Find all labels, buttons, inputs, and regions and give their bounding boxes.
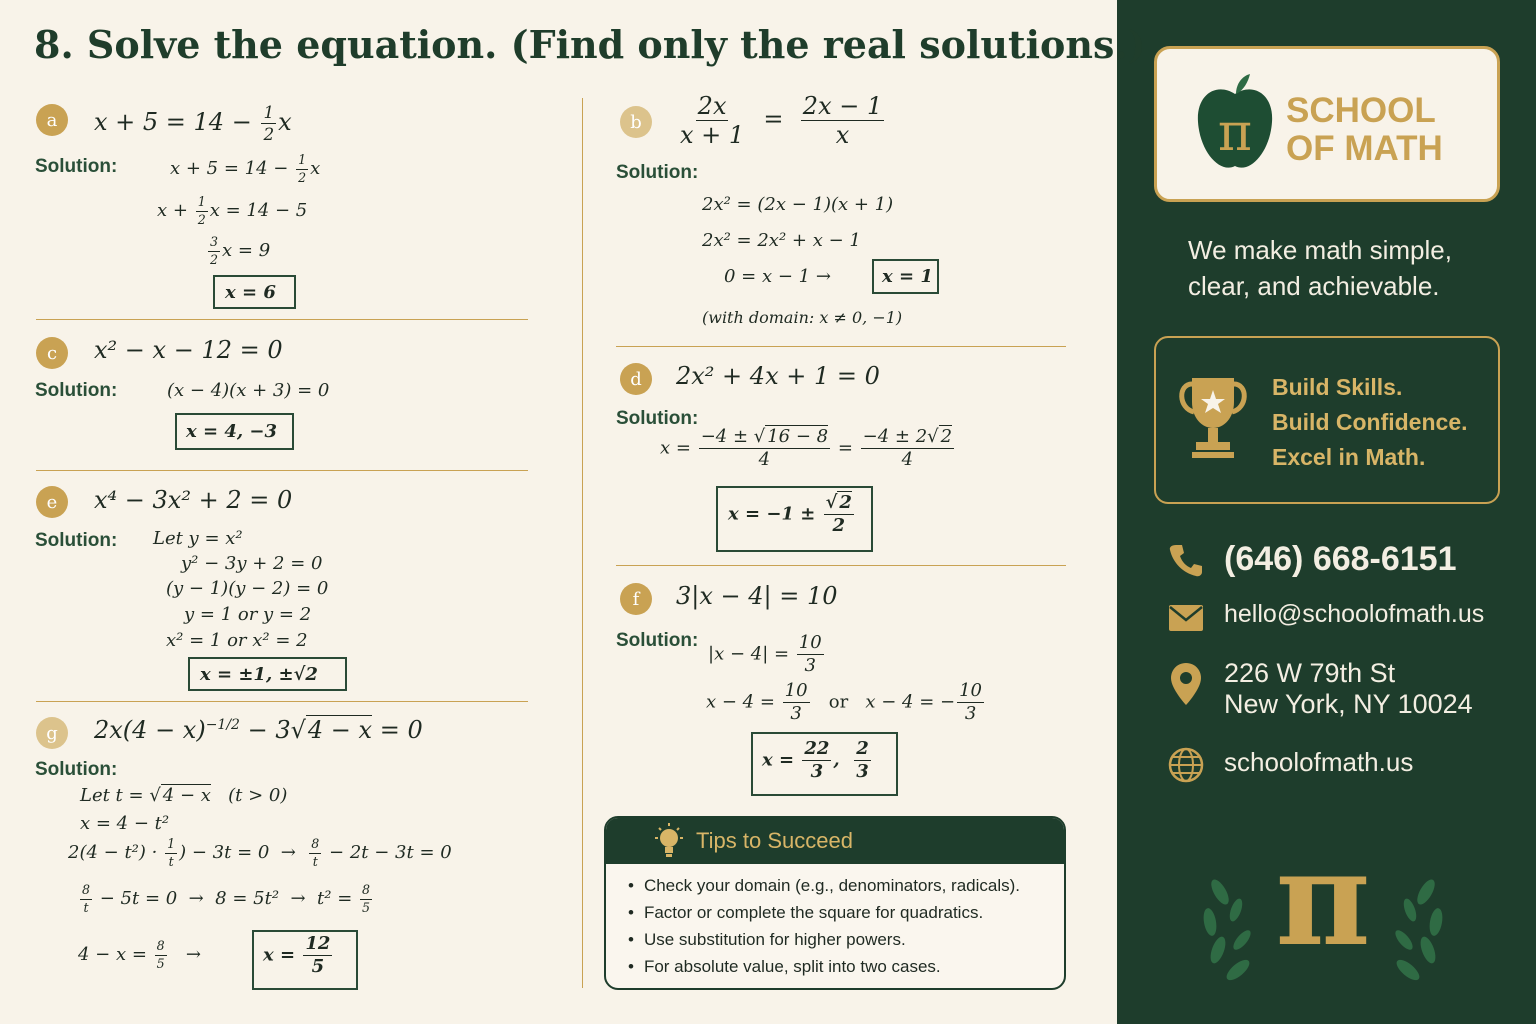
answer-a: x = 6 bbox=[225, 282, 276, 303]
address-line: 226 W 79th St bbox=[1224, 658, 1396, 688]
solution-d-line: x = $\frac{-4 \pm √ 16 - 8}{4}$ = $\frac{-4 \pm 2√ 2}{4}$ bbox=[660, 426, 953, 470]
answer-b: x = 1 bbox=[882, 266, 933, 287]
solution-f-line: x − 4 = $\frac{10}{3}$ or x − 4 = − $\frac{10}{3}$ bbox=[706, 680, 982, 724]
address bbox=[1224, 658, 1473, 720]
solution-b-line: 2x² = (2x − 1)(x + 1) bbox=[702, 194, 894, 215]
problem-badge-b: b bbox=[620, 106, 652, 138]
solution-b-line: 0 = x − 1 → bbox=[724, 266, 831, 287]
tagline-line: clear, and achievable. bbox=[1188, 271, 1440, 301]
solution-b-line: 2x² = 2x² + x − 1 bbox=[702, 230, 861, 251]
solution-label: Solution: bbox=[616, 630, 699, 651]
problem-badge-g: g bbox=[36, 717, 68, 749]
solution-e-line: y² − 3y + 2 = 0 bbox=[181, 553, 323, 574]
answer-d: x = −1 ± $\frac{√ 2}{2}$ bbox=[728, 492, 852, 536]
solution-f-line: |x − 4| = $\frac{10}{3}$ bbox=[708, 632, 822, 676]
problem-d: 2x² + 4x + 1 = 0 bbox=[676, 362, 880, 390]
divider bbox=[36, 319, 528, 320]
solution-e-line: Let y = x² bbox=[153, 528, 243, 549]
skills-line: Build Confidence. bbox=[1272, 409, 1468, 435]
phone-number[interactable]: (646) 668-6151 bbox=[1224, 540, 1457, 578]
location-pin-icon bbox=[1170, 662, 1202, 706]
tagline bbox=[1188, 232, 1452, 304]
answer-f: x = $\frac{22}{3}$ , $\frac{2}{3}$ bbox=[762, 738, 869, 782]
solution-g-line: Let t = √ 4 − x (t > 0) bbox=[80, 785, 288, 806]
problem-f: 3|x − 4| = 10 bbox=[676, 582, 838, 610]
solution-label: Solution: bbox=[35, 759, 118, 780]
solution-label: Solution: bbox=[35, 156, 118, 177]
apple-pi-logo-icon bbox=[1192, 72, 1278, 176]
brand-name bbox=[1286, 92, 1443, 168]
solution-e-line: y = 1 or y = 2 bbox=[184, 604, 312, 625]
problem-a: x + 5 = 14 − $\frac{1}{2}$ x bbox=[94, 102, 292, 144]
tip-item: • Use substitution for higher powers. bbox=[628, 930, 1020, 957]
problem-badge-d: d bbox=[620, 363, 652, 395]
pi-laurel-emblem-icon bbox=[1190, 832, 1456, 992]
problem-c: x² − x − 12 = 0 bbox=[94, 336, 283, 364]
problem-b: $\frac{2x}{x + 1}$ = $\frac{2x - 1}{x}$ bbox=[680, 92, 883, 149]
globe-icon bbox=[1168, 747, 1204, 783]
brand-line: OF MATH bbox=[1286, 129, 1443, 168]
svg-text:π: π bbox=[1275, 832, 1371, 975]
skills-line: Build Skills. bbox=[1272, 374, 1403, 400]
skills-line: Excel in Math. bbox=[1272, 444, 1426, 470]
brand-line: SCHOOL bbox=[1286, 91, 1436, 130]
problem-badge-c: c bbox=[36, 337, 68, 369]
tips-title: Tips to Succeed bbox=[696, 828, 853, 853]
problem-badge-a: a bbox=[36, 104, 68, 136]
column-divider bbox=[582, 98, 583, 988]
divider bbox=[36, 701, 528, 702]
tip-item: • Factor or complete the square for quadratics. bbox=[628, 903, 1020, 930]
tagline-line: We make math simple, bbox=[1188, 235, 1452, 265]
phone-icon bbox=[1168, 542, 1204, 578]
answer-c: x = 4, −3 bbox=[186, 421, 278, 442]
solution-g-line: $\frac{8}{t}$ − 5t = 0 → 8 = 5t² → t² = $\frac{8}{5}$ bbox=[82, 882, 371, 915]
solution-g-line: 2(4 − t²) · $\frac{1}{t}$ ) − 3t = 0 → $\frac{8}{t}$ − 2t − 3t = 0 bbox=[68, 836, 452, 869]
trophy-icon bbox=[1172, 372, 1254, 462]
problem-badge-f: f bbox=[620, 583, 652, 615]
solution-a-line: x + $\frac{1}{2}$ x = 14 − 5 bbox=[157, 194, 308, 227]
solution-a-line: $\frac{3}{2}$ x = 9 bbox=[210, 234, 271, 267]
page-title: 8. Solve the equation. (Find only the real solutions.) bbox=[34, 22, 1146, 67]
website-link[interactable]: schoolofmath.us bbox=[1224, 747, 1414, 777]
tips-list bbox=[628, 876, 1020, 984]
tip-item: • For absolute value, split into two cases. bbox=[628, 957, 1020, 984]
problem-badge-e: e bbox=[36, 486, 68, 518]
solution-label: Solution: bbox=[616, 162, 699, 183]
solution-g-line: 4 − x = $\frac{8}{5}$ → bbox=[78, 938, 201, 971]
divider bbox=[616, 346, 1066, 347]
solution-e-line: x² = 1 or x² = 2 bbox=[166, 630, 308, 651]
address-line: New York, NY 10024 bbox=[1224, 689, 1473, 719]
divider bbox=[36, 470, 528, 471]
divider bbox=[616, 565, 1066, 566]
solution-g-line: x = 4 − t² bbox=[80, 813, 170, 834]
solution-label: Solution: bbox=[35, 530, 118, 551]
tip-item: • Check your domain (e.g., denominators, radicals). bbox=[628, 876, 1020, 903]
svg-text:π: π bbox=[1217, 103, 1253, 163]
lightbulb-icon bbox=[650, 822, 688, 862]
solution-label: Solution: bbox=[35, 380, 118, 401]
mail-icon bbox=[1168, 604, 1204, 632]
skills-text bbox=[1272, 370, 1468, 475]
problem-e: x⁴ − 3x² + 2 = 0 bbox=[94, 486, 293, 514]
answer-e: x = ±1, ±√2 bbox=[200, 664, 318, 685]
problem-g: $2x(4 - x)^{-1/2} - 3√4 - x = 0$ bbox=[94, 716, 423, 744]
tips-card bbox=[604, 816, 1066, 990]
email-link[interactable]: hello@schoolofmath.us bbox=[1224, 600, 1485, 628]
answer-g: x = $\frac{12}{5}$ bbox=[263, 933, 331, 977]
domain-note-b: (with domain: x ≠ 0, −1) bbox=[702, 308, 903, 327]
solution-c-line: (x − 4)(x + 3) = 0 bbox=[167, 380, 330, 401]
solution-e-line: (y − 1)(y − 2) = 0 bbox=[166, 578, 329, 599]
solution-a-line: x + 5 = 14 − $\frac{1}{2}$ x bbox=[170, 152, 321, 185]
solution-label: Solution: bbox=[616, 408, 699, 429]
